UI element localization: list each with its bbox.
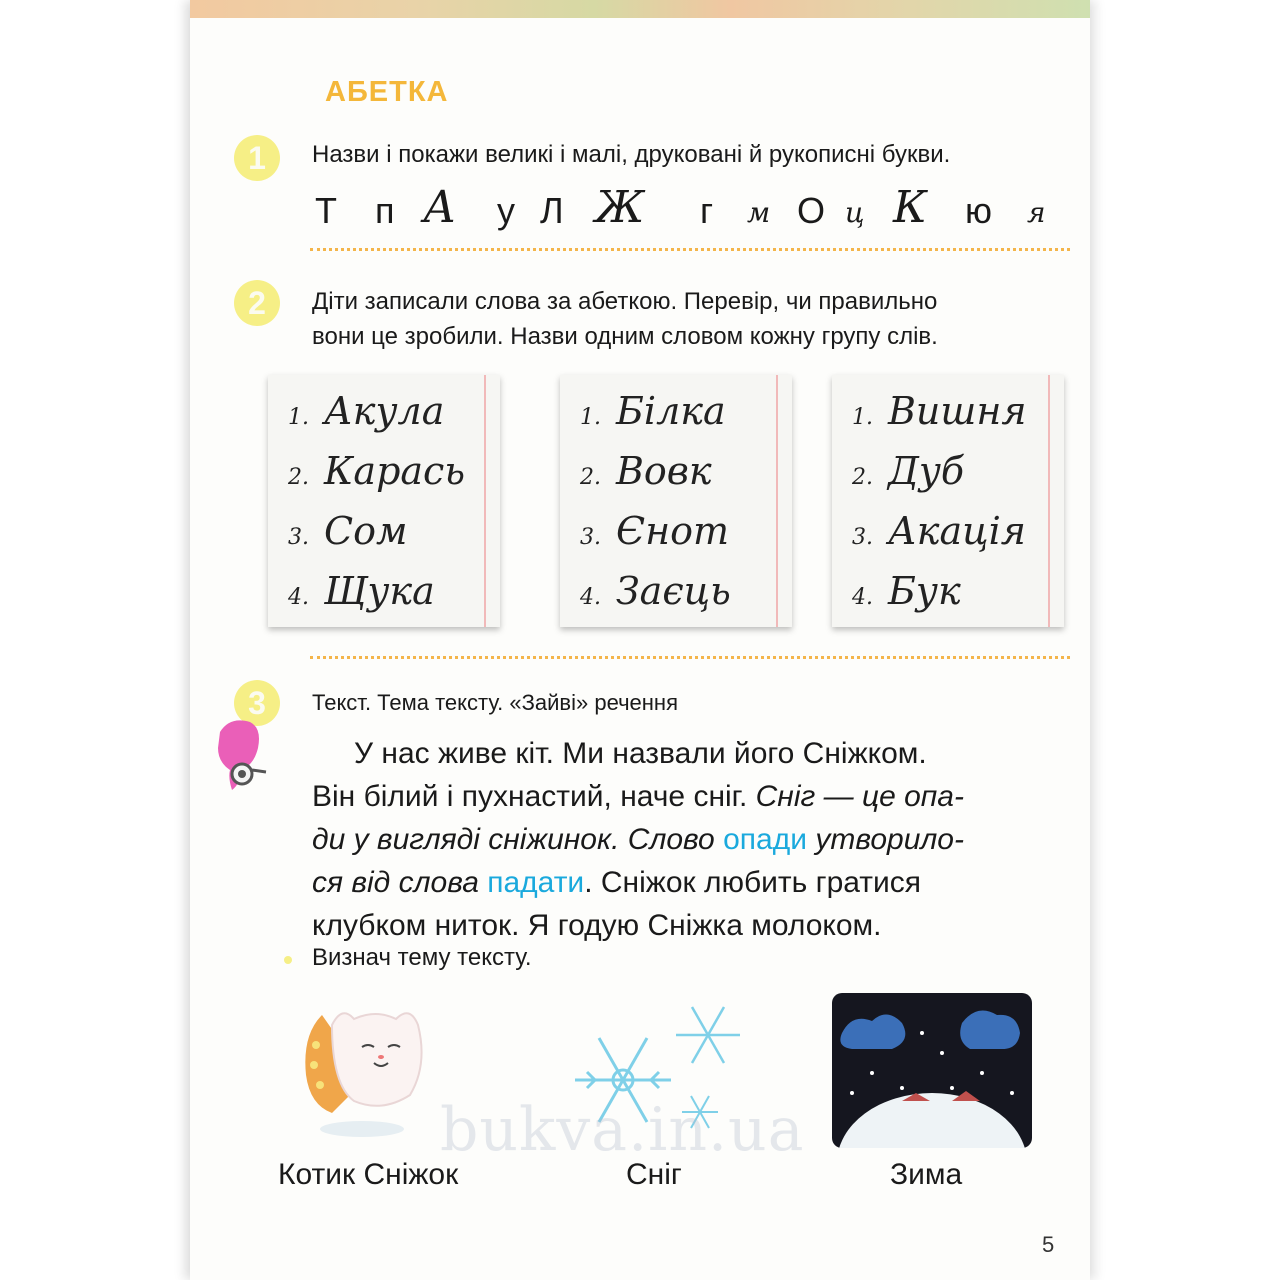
exercise-3-number: 3 <box>234 680 280 726</box>
list-item: 2. Вовк <box>580 449 712 493</box>
winter-night-illustration-icon <box>832 993 1032 1148</box>
letter: п <box>375 190 395 231</box>
exercise-1-number: 1 <box>234 135 280 181</box>
letters-row <box>315 182 1075 240</box>
card-margin-line <box>484 375 486 627</box>
list-item: 4. Щука <box>288 569 435 613</box>
letter: Т <box>315 190 337 231</box>
caption-cat: Котик Сніжок <box>278 1158 459 1191</box>
letter: ю <box>965 190 992 231</box>
list-item: 2. Карась <box>288 449 466 493</box>
letter: Л <box>540 190 564 231</box>
exercise-3-task: Визнач тему тексту. <box>312 944 532 971</box>
bullet-icon <box>284 956 292 964</box>
list-item: 1. Вишня <box>852 389 1027 433</box>
exercise-2-number: 2 <box>234 280 280 326</box>
list-item: 1. Акула <box>288 389 445 433</box>
list-item: 4. Бук <box>852 569 961 613</box>
letter: О <box>797 190 826 231</box>
exercise-1-instruction: Назви і покажи великі і малі, друковані й рукописні букви. <box>312 141 951 168</box>
list-item: 3. Акація <box>852 509 1026 553</box>
text-line: ся від слова падати. Сніжок любить гратися <box>312 866 922 899</box>
text-line: Він білий і пухнастий, наче сніг. Сніг — це опа- <box>312 780 964 813</box>
exercise-3-title: Текст. Тема тексту. «Зайві» речення <box>312 690 678 715</box>
exercise-2-instruction-line-2: вони це зробили. Назви одним словом кожну групу слів. <box>312 323 938 350</box>
cat-illustration-icon <box>292 995 442 1140</box>
letter: у <box>497 190 515 231</box>
section-heading: АБЕТКА <box>325 76 449 108</box>
page-number: 5 <box>1042 1232 1055 1257</box>
letter-script: Ж <box>595 182 645 233</box>
dotted-separator <box>310 656 1070 659</box>
exercise-2-instruction-line-1: Діти записали слова за абеткою. Перевір, чи правильно <box>312 288 938 315</box>
textbook-page <box>190 0 1090 1280</box>
watermark: bukva.in.ua <box>440 1095 805 1165</box>
word-card-trees <box>832 375 1064 627</box>
decorative-top-strip <box>190 0 1090 18</box>
character-mascot-icon <box>210 712 290 794</box>
word-card-fish <box>268 375 500 627</box>
letter-script: я <box>1027 196 1046 229</box>
letter-script: ц <box>845 196 865 229</box>
list-item: 4. Заєць <box>580 569 731 613</box>
word-card-animals <box>560 375 792 627</box>
exercise-3-text <box>312 732 1072 947</box>
list-item: 3. Єнот <box>580 509 730 553</box>
text-line: клубком ниток. Я годую Сніжка молоком. <box>312 909 882 942</box>
card-margin-line <box>776 375 778 627</box>
letter-script: А <box>423 182 457 233</box>
letter-script: м <box>747 196 771 229</box>
list-item: 2. Дуб <box>852 449 965 493</box>
text-line: У нас живе кіт. Ми назвали його Сніжком. <box>354 737 927 770</box>
dotted-separator <box>310 248 1070 251</box>
list-item: 1. Білка <box>580 389 726 433</box>
letter-script: К <box>893 182 928 233</box>
letter: г <box>700 190 714 231</box>
text-line: ди у вигляді сніжинок. Слово опади утворило- <box>312 823 964 856</box>
list-item: 3. Сом <box>288 509 408 553</box>
caption-winter: Зима <box>890 1158 963 1191</box>
caption-snow: Сніг <box>626 1158 682 1191</box>
card-margin-line <box>1048 375 1050 627</box>
